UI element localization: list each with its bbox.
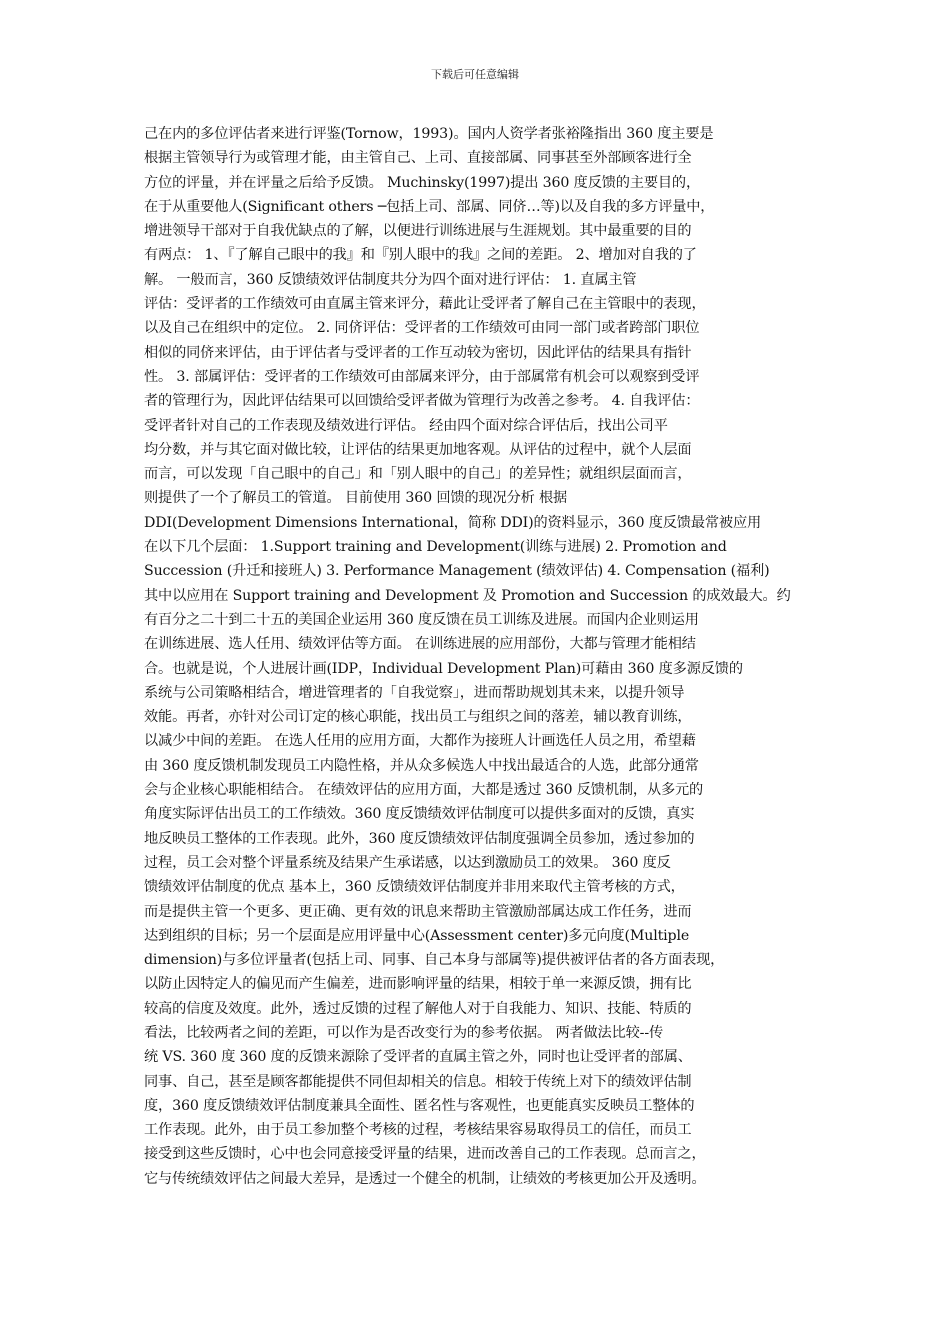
text-line: Succession (升迁和接班人) 3. Performance Management (绩效评估) 4. Compensation (福利) xyxy=(144,563,770,580)
text-line: DDI(Development Dimensions International，简称 DDI)的资料显示，360 度反馈最常被应用 xyxy=(144,514,762,531)
text-line: 有两点： 1、『了解自己眼中的我』和『别人眼中的我』之间的差距。 2、增加对自我的了 xyxy=(144,247,697,264)
text-line: 工作表现。此外，由于员工参加整个考核的过程，考核结果容易取得员工的信任，而员工 xyxy=(144,1122,692,1139)
text-line: 以减少中间的差距。 在选人任用的应用方面，大都作为接班人计画选任人员之用，希望藉 xyxy=(144,733,696,750)
text-line: 合。也就是说，个人进展计画(IDP，Individual Development Plan)可藉由 360 度多源反馈的 xyxy=(144,660,743,677)
text-line: 方位的评量，并在评量之后给予反馈。 Muchinsky(1997)提出 360 度反馈的主要目的， xyxy=(144,174,701,191)
text-line: 系统与公司策略相结合，增进管理者的「自我觉察」，进而帮助规划其未来，以提升领导 xyxy=(144,684,685,701)
text-line: 评估：受评者的工作绩效可由直属主管来评分，藉此让受评者了解自己在主管眼中的表现， xyxy=(144,296,706,313)
text-line: 馈绩效评估制度的优点 基本上，360 反馈绩效评估制度并非用来取代主管考核的方式， xyxy=(144,879,685,896)
text-line: 角度实际评估出员工的工作绩效。360 度反馈绩效评估制度可以提供多面对的反馈，真实 xyxy=(144,806,695,823)
text-line: 由 360 度反馈机制发现员工内隐性格，并从众多候选人中找出最适合的人选，此部分通常 xyxy=(144,757,699,774)
text-line: 会与企业核心职能相结合。 在绩效评估的应用方面，大都是透过 360 反馈机制，从多元的 xyxy=(144,782,704,799)
text-line: 则提供了一个了解员工的管道。 目前使用 360 回馈的现况分析 根据 xyxy=(144,490,568,507)
text-line: 而是提供主管一个更多、更正确、更有效的讯息来帮助主管激励部属达成工作任务，进而 xyxy=(144,903,692,920)
text-line: 而言，可以发现「自己眼中的自己」和「别人眼中的自己」的差异性；就组织层面而言， xyxy=(144,466,692,483)
text-line: 解。 一般而言，360 反馈绩效评估制度共分为四个面对进行评估： 1. 直属主管 xyxy=(144,271,637,288)
text-line: 看法，比较两者之间的差距，可以作为是否改变行为的参考依据。 两者做法比较--传 xyxy=(144,1024,664,1041)
text-line: 有百分之二十到二十五的美国企业运用 360 度反馈在员工训练及进展。而国内企业则运用 xyxy=(144,611,699,628)
text-line: 在训练进展、选人任用、绩效评估等方面。 在训练进展的应用部份，大都与管理才能相结 xyxy=(144,636,696,653)
text-line: 根据主管领导行为或管理才能，由主管自己、上司、直接部属、同事甚至外部顾客进行全 xyxy=(144,150,692,167)
text-line: 相似的同侪来评估，由于评估者与受评者的工作互动较为密切，因此评估的结果具有指针 xyxy=(144,344,692,361)
text-line: 它与传统绩效评估之间最大差异，是透过一个健全的机制，让绩效的考核更加公开及透明。 xyxy=(144,1170,706,1187)
text-line: 在于从重要他人(Significant others ─包括上司、部属、同侪…等)以及自我的多方评量中， xyxy=(144,198,715,215)
text-line: dimension)与多位评量者(包括上司、同事、自己本身与部属等)提供被评估者的各方面表现， xyxy=(144,952,725,969)
text-line: 同事、自己，甚至是顾客都能提供不同但却相关的信息。相较于传统上对下的绩效评估制 xyxy=(144,1073,692,1090)
text-line: 过程，员工会对整个评量系统及结果产生承诺感，以达到激励员工的效果。 360 度反 xyxy=(144,854,671,871)
text-line: 达到组织的目标；另一个层面是应用评量中心(Assessment center)多元向度(Multiple xyxy=(144,927,690,944)
text-line: 以及自己在组织中的定位。 2. 同侪评估：受评者的工作绩效可由同一部门或者跨部门职位 xyxy=(144,320,700,337)
text-line: 增进领导干部对于自我优缺点的了解，以便进行训练进展与生涯规划。其中最重要的目的 xyxy=(144,223,692,240)
text-line: 接受到这些反馈时，心中也会同意接受评量的结果，进而改善自己的工作表现。总而言之， xyxy=(144,1146,706,1163)
text-line: 效能。再者，亦针对公司订定的核心职能，找出员工与组织之间的落差，辅以教育训练， xyxy=(144,709,692,726)
text-line: 受评者针对自己的工作表现及绩效进行评估。 经由四个面对综合评估后，找出公司平 xyxy=(144,417,668,434)
text-line: 均分数，并与其它面对做比较，让评估的结果更加地客观。从评估的过程中，就个人层面 xyxy=(144,441,692,458)
text-line: 在以下几个层面： 1.Support training and Development(训练与进展) 2. Promotion and xyxy=(144,539,727,556)
text-line: 者的管理行为，因此评估结果可以回馈给受评者做为管理行为改善之参考。 4. 自我评估： xyxy=(144,393,700,410)
text-line: 己在内的多位评估者来进行评鉴(Tornow，1993)。国内人资学者张裕隆指出 360 度主要是 xyxy=(144,126,714,142)
text-line: 度，360 度反馈绩效评估制度兼具全面性、匿名性与客观性，也更能真实反映员工整体的 xyxy=(144,1097,695,1114)
text-line: 性。 3. 部属评估：受评者的工作绩效可由部属来评分，由于部属常有机会可以观察到受评 xyxy=(144,368,700,385)
text-line: 较高的信度及效度。此外，透过反馈的过程了解他人对于自我能力、知识、技能、特质的 xyxy=(144,1000,692,1017)
text-line: 以防止因特定人的偏见而产生偏差，进而影响评量的结果，相较于单一来源反馈，拥有比 xyxy=(144,976,692,993)
page-header: 下载后可任意编辑 xyxy=(431,68,519,81)
text-line: 统 VS. 360 度 360 度的反馈来源除了受评者的直属主管之外，同时也让受评者的部属、 xyxy=(144,1049,692,1066)
text-line: 地反映员工整体的工作表现。此外，360 度反馈绩效评估制度强调全员参加，透过参加的 xyxy=(144,830,695,847)
text-line: 其中以应用在 Support training and Development 及 Promotion and Succession 的成效最大。约 xyxy=(144,587,791,604)
document-body xyxy=(144,122,808,1191)
